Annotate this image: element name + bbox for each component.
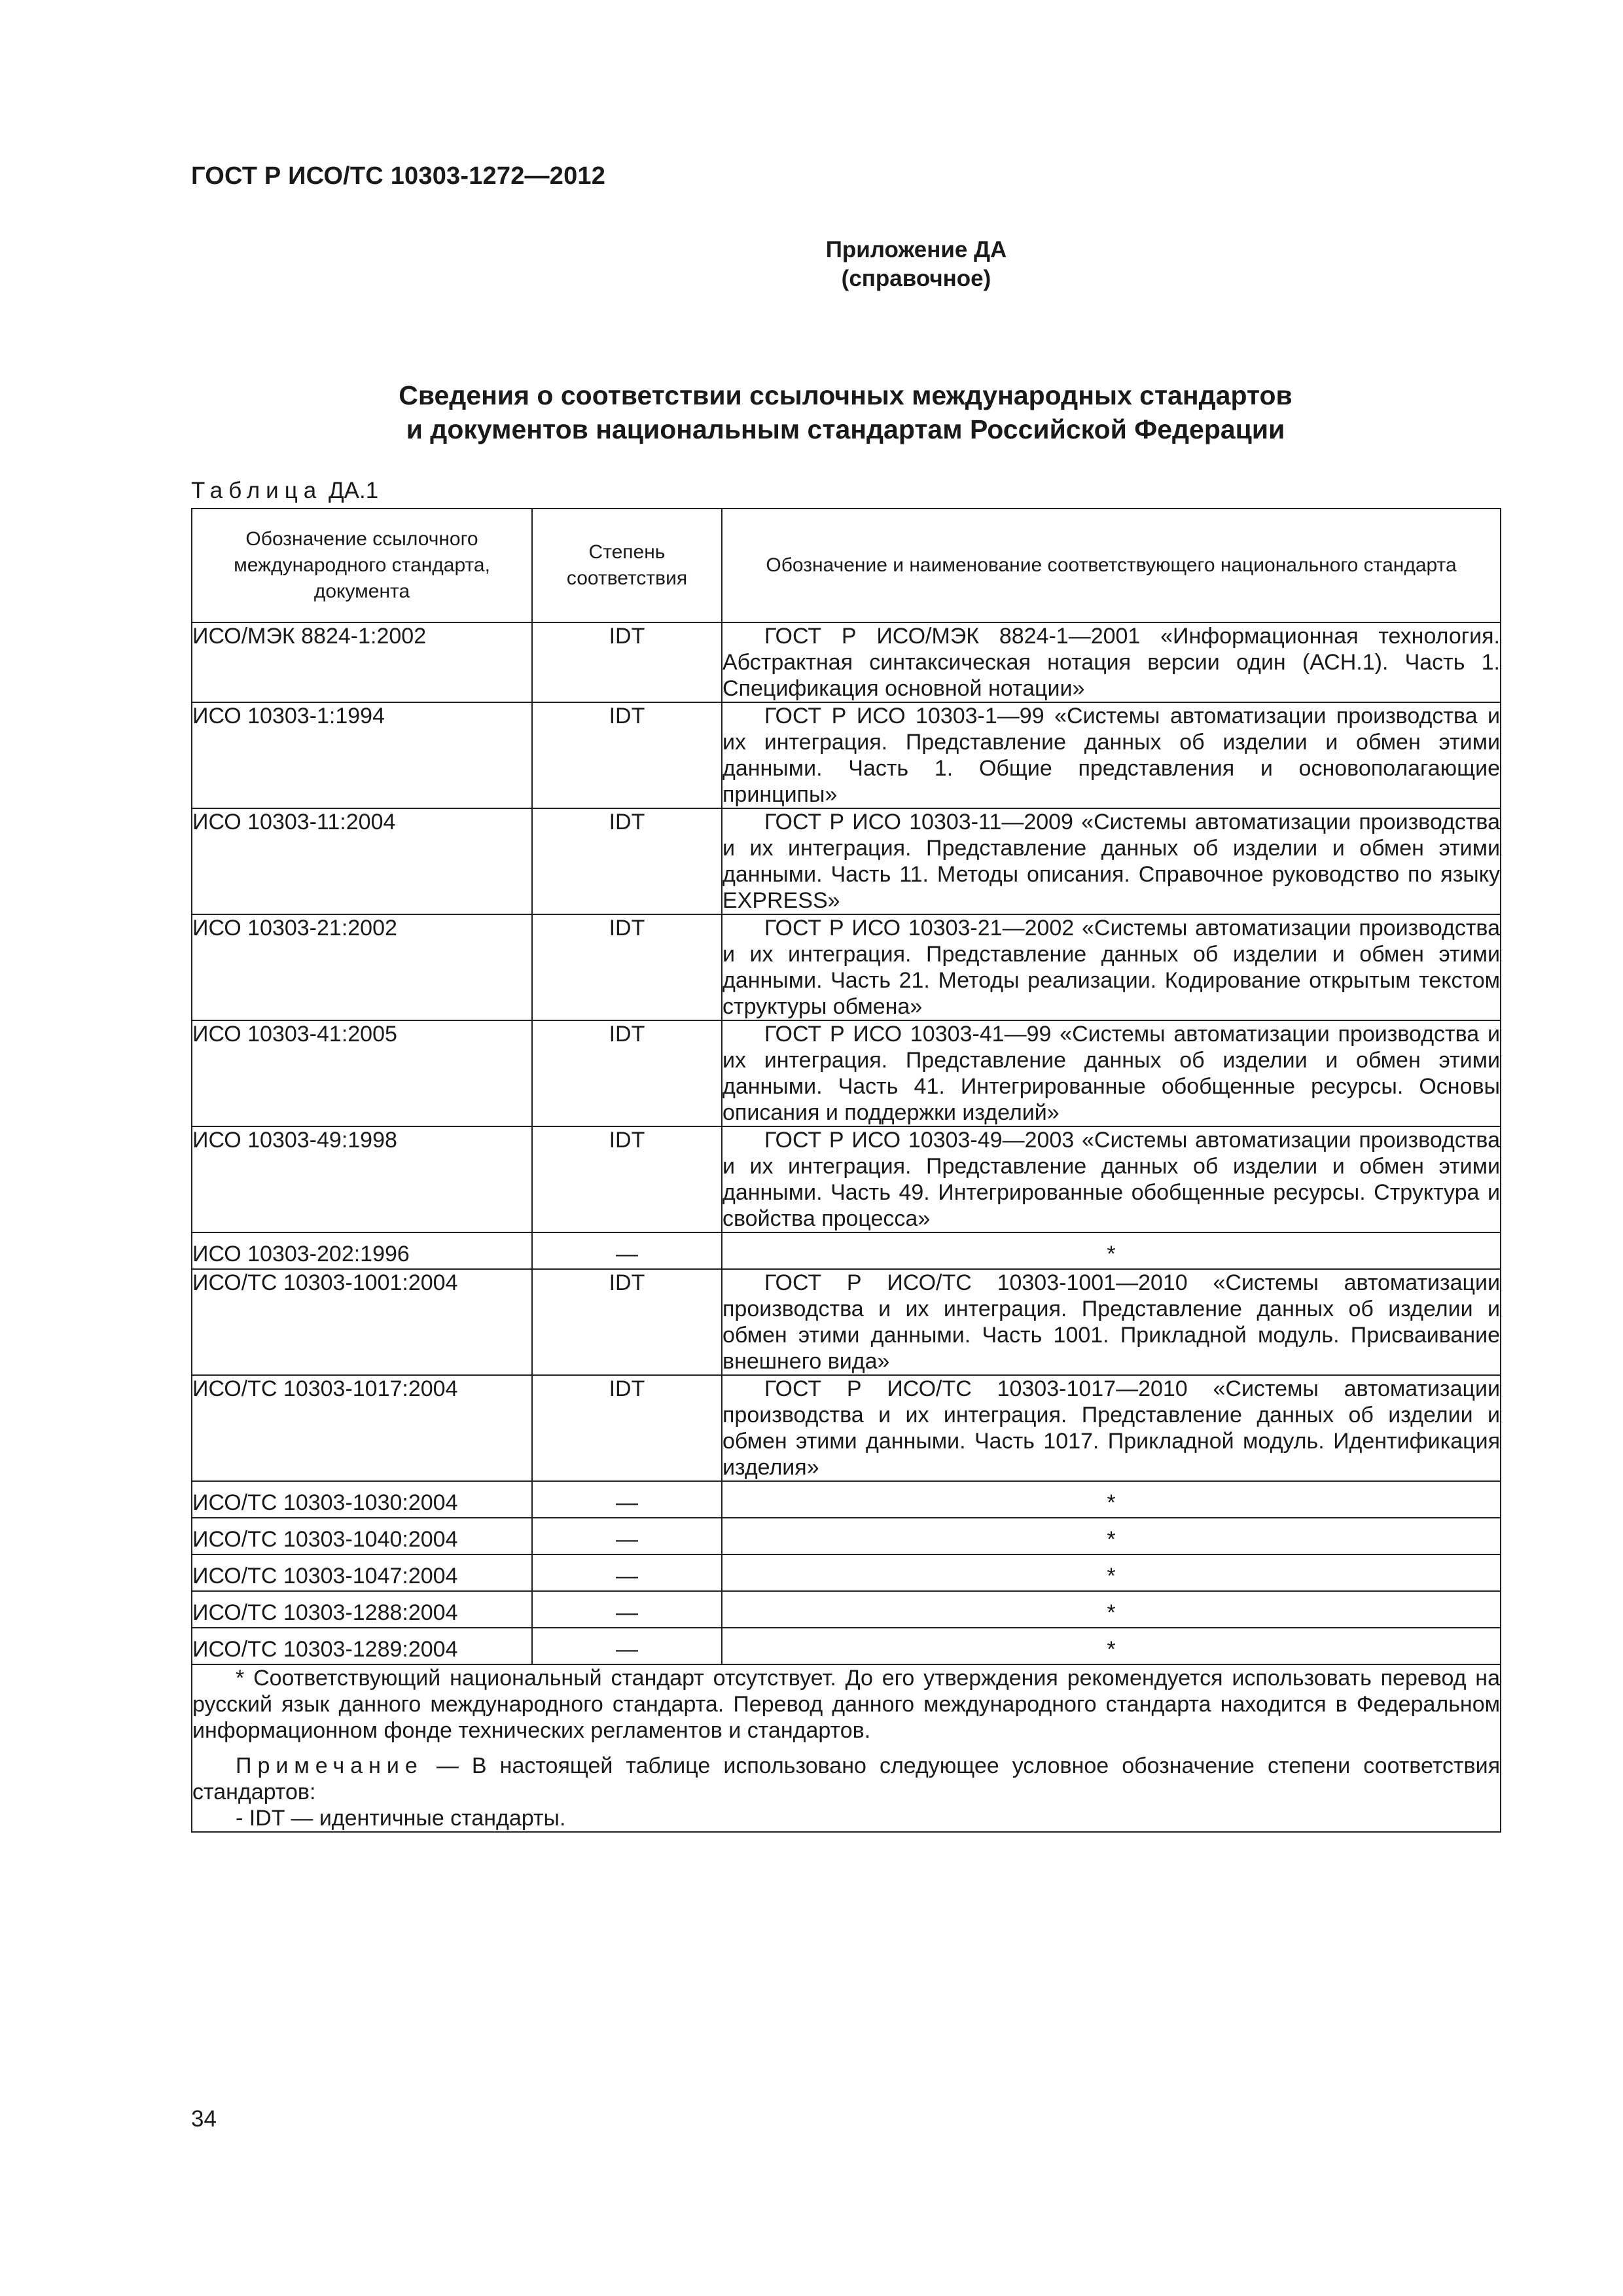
- cell-international-standard: ИСО/ТС 10303-1001:2004: [192, 1269, 532, 1375]
- note-label: Примечание: [236, 1753, 423, 1778]
- cell-degree: IDT: [532, 1269, 722, 1375]
- cell-national-standard: [722, 1481, 1501, 1518]
- cell-degree: —: [532, 1232, 722, 1269]
- table-row: [192, 1518, 1501, 1554]
- cell-national-standard: [722, 1518, 1501, 1554]
- table-row: [192, 914, 1501, 1020]
- national-standard-text: ГОСТ Р ИСО 10303-1—99 «Системы автоматизации производства и их интеграция. Представление данных об изделии и обмен этими данными. Часть 1. Общие представления и основополагающие принципы»: [722, 704, 1500, 807]
- cell-degree: —: [532, 1518, 722, 1554]
- footnote-marker: *: [1107, 1637, 1116, 1662]
- footnote-marker: *: [1107, 1527, 1116, 1552]
- table-caption-label: Таблица: [191, 478, 323, 503]
- column-header-degree: Степень соответствия: [532, 509, 722, 622]
- table-row: [192, 1481, 1501, 1518]
- cell-international-standard: ИСО/ТС 10303-1288:2004: [192, 1591, 532, 1628]
- table-footnotes: [192, 1664, 1501, 1832]
- cell-national-standard: [722, 1269, 1501, 1375]
- cell-national-standard: [722, 702, 1501, 808]
- table-row: [192, 808, 1501, 914]
- cell-national-standard: [722, 1554, 1501, 1591]
- national-standard-text: ГОСТ Р ИСО/МЭК 8824-1—2001 «Информационная технология. Абстрактная синтаксическая нотация версии один (АСН.1). Часть 1. Спецификация основной нотации»: [722, 624, 1500, 701]
- national-standard-text: ГОСТ Р ИСО/ТС 10303-1017—2010 «Системы автоматизации производства и их интеграция. Представление данных об изделии и обмен этими данными. Часть 1017. Прикладной модуль. Идентификация изделия»: [722, 1376, 1500, 1480]
- cell-degree: IDT: [532, 1020, 722, 1126]
- cell-international-standard: ИСО 10303-202:1996: [192, 1232, 532, 1269]
- cell-national-standard: [722, 808, 1501, 914]
- appendix-label: Приложение ДА: [825, 237, 1007, 262]
- cell-degree: IDT: [532, 1126, 722, 1232]
- cell-national-standard: [722, 1232, 1501, 1269]
- correspondence-table: [191, 508, 1501, 1833]
- table-row: [192, 1020, 1501, 1126]
- cell-national-standard: [722, 1375, 1501, 1481]
- appendix-heading: [720, 236, 1113, 293]
- table-caption: [191, 478, 378, 504]
- table-row: [192, 1554, 1501, 1591]
- table-header-row: [192, 509, 1501, 622]
- table-row: [192, 622, 1501, 702]
- cell-international-standard: ИСО 10303-11:2004: [192, 808, 532, 914]
- cell-international-standard: ИСО 10303-41:2005: [192, 1020, 532, 1126]
- note-text: — В настоящей таблице использовано следующее условное обозначение степени соответствия стандартов:: [192, 1753, 1500, 1804]
- title-line-2: и документов национальным стандартам Российской Федерации: [406, 414, 1285, 444]
- cell-national-standard: [722, 622, 1501, 702]
- cell-national-standard: [722, 1628, 1501, 1664]
- column-header-national-standard: Обозначение и наименование соответствующего национального стандарта: [722, 509, 1501, 622]
- title-line-1: Сведения о соответствии ссылочных международных стандартов: [399, 380, 1293, 410]
- table-row: [192, 1269, 1501, 1375]
- table-row: [192, 1591, 1501, 1628]
- cell-international-standard: ИСО 10303-1:1994: [192, 702, 532, 808]
- cell-national-standard: [722, 914, 1501, 1020]
- table-footer-row: [192, 1664, 1501, 1832]
- table-row: [192, 1375, 1501, 1481]
- cell-degree: IDT: [532, 622, 722, 702]
- note-paragraph: [192, 1753, 1500, 1805]
- table-row: [192, 702, 1501, 808]
- table-caption-number: ДА.1: [328, 478, 379, 503]
- appendix-type: (справочное): [841, 266, 991, 291]
- table-row: [192, 1232, 1501, 1269]
- cell-international-standard: ИСО/МЭК 8824-1:2002: [192, 622, 532, 702]
- national-standard-text: ГОСТ Р ИСО 10303-11—2009 «Системы автоматизации производства и их интеграция. Представление данных об изделии и обмен этими данными. Часть 11. Методы описания. Справочное руководство по языку EXPRESS»: [722, 810, 1500, 913]
- table-row: [192, 1126, 1501, 1232]
- cell-degree: IDT: [532, 1375, 722, 1481]
- document-code: ГОСТ Р ИСО/ТС 10303-1272—2012: [191, 162, 606, 190]
- cell-international-standard: ИСО/ТС 10303-1017:2004: [192, 1375, 532, 1481]
- page-number: 34: [191, 2106, 217, 2132]
- cell-degree: —: [532, 1591, 722, 1628]
- cell-degree: —: [532, 1628, 722, 1664]
- cell-international-standard: ИСО 10303-21:2002: [192, 914, 532, 1020]
- national-standard-text: ГОСТ Р ИСО 10303-49—2003 «Системы автоматизации производства и их интеграция. Представление данных об изделии и обмен этими данными. Часть 49. Интегрированные обобщенные ресурсы. Структура и свойства процесса»: [722, 1128, 1500, 1231]
- cell-degree: IDT: [532, 914, 722, 1020]
- footnote-marker: *: [1107, 1242, 1116, 1266]
- section-title: [191, 378, 1500, 446]
- footnote-marker: *: [1107, 1564, 1116, 1588]
- national-standard-text: ГОСТ Р ИСО 10303-21—2002 «Системы автоматизации производства и их интеграция. Представление данных об изделии и обмен этими данными. Часть 21. Методы реализации. Кодирование открытым текстом структуры обмена»: [722, 916, 1500, 1019]
- cell-national-standard: [722, 1020, 1501, 1126]
- cell-international-standard: ИСО/ТС 10303-1047:2004: [192, 1554, 532, 1591]
- cell-international-standard: ИСО/ТС 10303-1289:2004: [192, 1628, 532, 1664]
- note-item-idt: - IDT — идентичные стандарты.: [236, 1806, 566, 1831]
- cell-national-standard: [722, 1126, 1501, 1232]
- cell-international-standard: ИСО/ТС 10303-1040:2004: [192, 1518, 532, 1554]
- national-standard-text: ГОСТ Р ИСО 10303-41—99 «Системы автоматизации производства и их интеграция. Представление данных об изделии и обмен этими данными. Часть 41. Интегрированные обобщенные ресурсы. Основы описания и поддержки изделий»: [722, 1022, 1500, 1125]
- cell-degree: IDT: [532, 808, 722, 914]
- cell-degree: —: [532, 1481, 722, 1518]
- cell-international-standard: ИСО/ТС 10303-1030:2004: [192, 1481, 532, 1518]
- cell-degree: IDT: [532, 702, 722, 808]
- national-standard-text: ГОСТ Р ИСО/ТС 10303-1001—2010 «Системы автоматизации производства и их интеграция. Представление данных об изделии и обмен этими данными. Часть 1001. Прикладной модуль. Присваивание внешнего вида»: [722, 1270, 1500, 1374]
- cell-degree: —: [532, 1554, 722, 1591]
- cell-international-standard: ИСО 10303-49:1998: [192, 1126, 532, 1232]
- cell-national-standard: [722, 1591, 1501, 1628]
- column-header-international-standard: Обозначение ссылочного международного стандарта, документа: [192, 509, 532, 622]
- footnote-marker: *: [1107, 1490, 1116, 1515]
- table-row: [192, 1628, 1501, 1664]
- footnote-text: * Соответствующий национальный стандарт отсутствует. До его утверждения рекомендуется использовать перевод на русский язык данного международного стандарта. Перевод данного международного стандарта находится в Федеральном информационном фонде технических регламентов и стандартов.: [192, 1666, 1500, 1743]
- footnote-marker: *: [1107, 1600, 1116, 1625]
